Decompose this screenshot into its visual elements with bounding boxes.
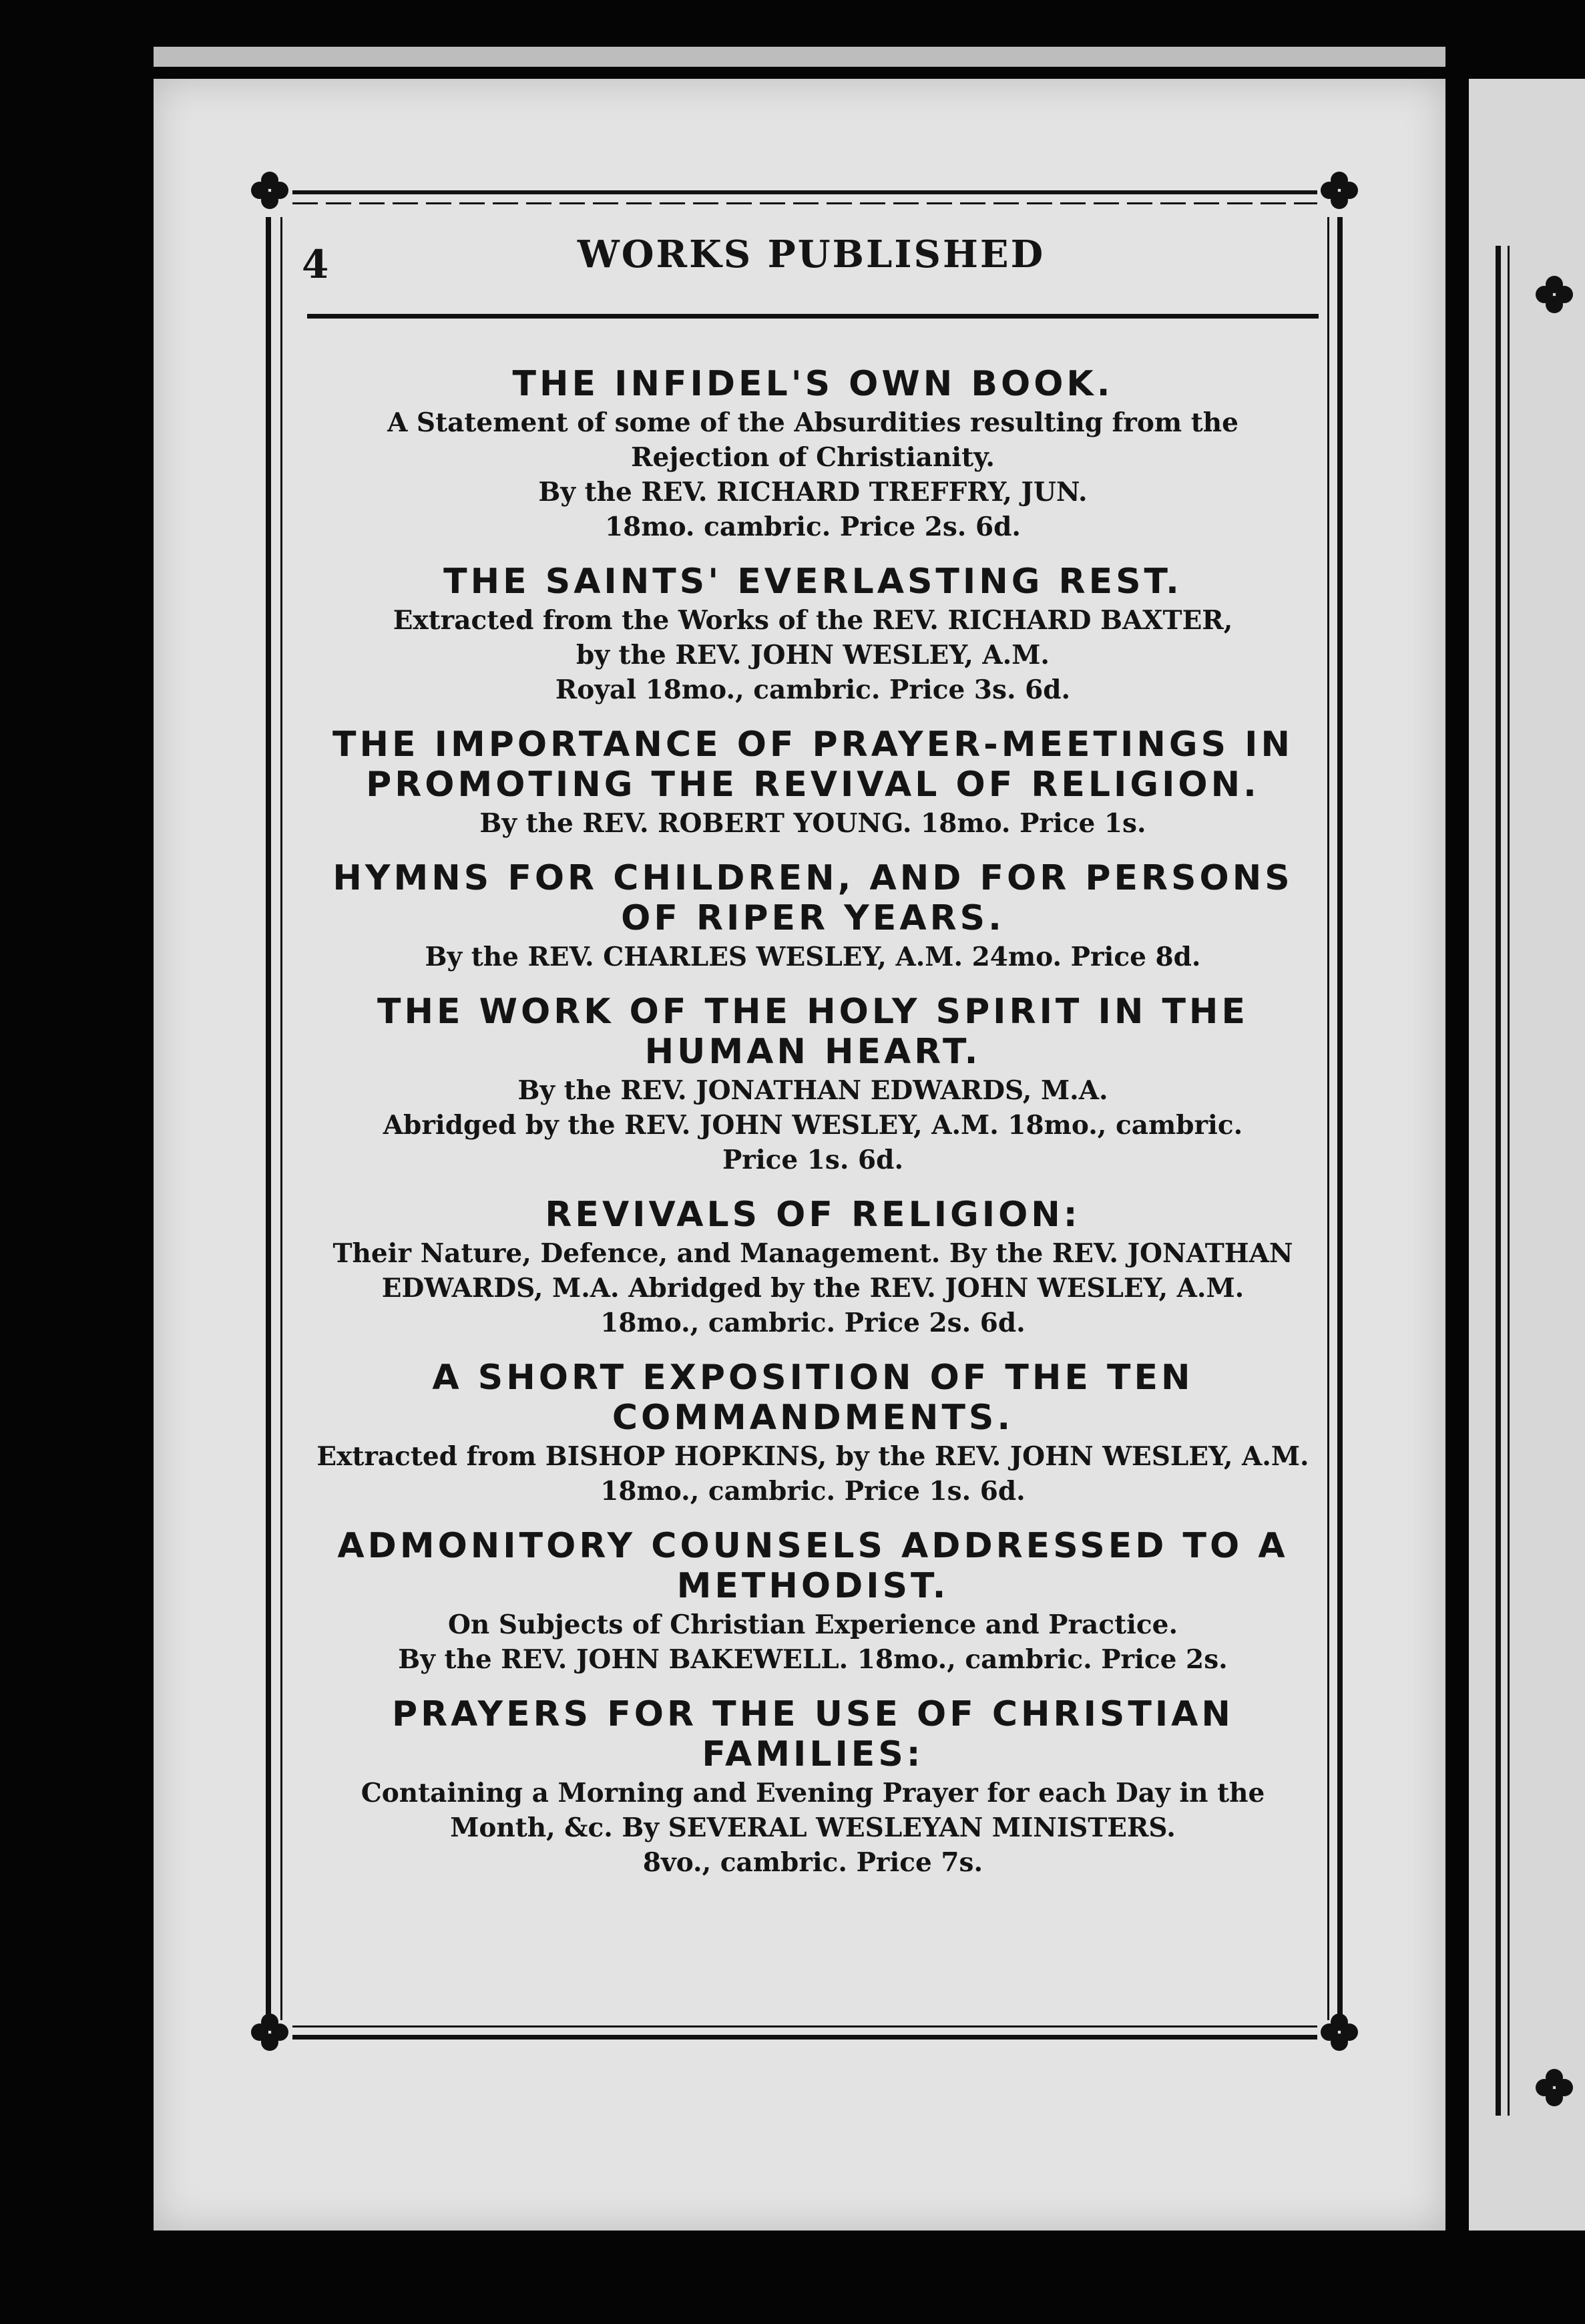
entry-line: Month, &c. By SEVERAL WESLEYAN MINISTERS. (450, 1812, 1176, 1843)
entry-line: Extracted from the Works of the REV. RICHARD BAXTER, (393, 605, 1233, 636)
catalogue-list (307, 351, 1319, 1879)
entry-line: Royal 18mo., cambric. Price 3s. 6d. (555, 674, 1071, 705)
entry-title: OF RIPER YEARS. (621, 898, 1005, 938)
entry-line: Their Nature, Defence, and Management. By the REV. JONATHAN (332, 1238, 1293, 1269)
corner-ornament-icon (1536, 2069, 1573, 2106)
entry-title: PROMOTING THE REVIVAL OF RELIGION. (366, 765, 1260, 805)
corner-ornament-icon (1321, 2013, 1358, 2051)
entry-title: HYMNS FOR CHILDREN, AND FOR PERSONS (332, 858, 1293, 898)
catalogue-entry (307, 992, 1319, 1176)
entry-title: THE INFIDEL'S OWN BOOK. (512, 364, 1114, 404)
entry-line: 18mo., cambric. Price 2s. 6d. (600, 1308, 1026, 1338)
entry-line: By the REV. ROBERT YOUNG. 18mo. Price 1s. (479, 808, 1146, 839)
catalogue-entry (307, 1526, 1319, 1676)
facing-frame-line-thin (1508, 246, 1510, 2116)
corner-ornament-icon (251, 172, 288, 209)
entry-line: Containing a Morning and Evening Prayer for each Day in the (361, 1778, 1265, 1808)
entry-title: METHODIST. (676, 1566, 949, 1606)
entry-line: Rejection of Christianity. (631, 442, 995, 473)
catalogue-entry (307, 562, 1319, 706)
entry-line: By the REV. RICHARD TREFFRY, JUN. (538, 477, 1088, 508)
entry-title: THE SAINTS' EVERLASTING REST. (443, 562, 1182, 602)
entry-line: On Subjects of Christian Experience and Practice. (447, 1609, 1178, 1640)
catalogue-entry (307, 858, 1319, 973)
entry-title: REVIVALS OF RELIGION: (545, 1195, 1081, 1235)
head-rule (307, 314, 1319, 319)
entry-line: EDWARDS, M.A. Abridged by the REV. JOHN WESLEY, A.M. (381, 1273, 1244, 1304)
facing-frame-line (1496, 246, 1501, 2116)
entry-line: A Statement of some of the Absurdities resulting from the (387, 407, 1238, 438)
catalogue-entry (307, 1694, 1319, 1879)
entry-title: PRAYERS FOR THE USE OF CHRISTIAN (392, 1694, 1234, 1734)
entry-title: THE IMPORTANCE OF PRAYER-MEETINGS IN (332, 725, 1293, 765)
entry-line: Abridged by the REV. JOHN WESLEY, A.M. 18mo., cambric. (383, 1110, 1243, 1141)
entry-title: ADMONITORY COUNSELS ADDRESSED TO A (337, 1526, 1289, 1566)
page-number: 4 (302, 242, 329, 287)
entry-line: 18mo. cambric. Price 2s. 6d. (605, 512, 1021, 542)
entry-line: Extracted from BISHOP HOPKINS, by the REV. JOHN WESLEY, A.M. (316, 1441, 1309, 1472)
corner-ornament-icon (1536, 276, 1573, 313)
corner-ornament-icon (1321, 172, 1358, 209)
entry-title: HUMAN HEART. (644, 1032, 981, 1072)
entry-line: By the REV. JOHN BAKEWELL. 18mo., cambric. Price 2s. (398, 1644, 1228, 1675)
page-edge (154, 47, 1445, 67)
entry-title: FAMILIES: (702, 1734, 924, 1774)
corner-ornament-icon (251, 2013, 288, 2051)
entry-line: 18mo., cambric. Price 1s. 6d. (600, 1476, 1026, 1507)
catalogue-entry (307, 725, 1319, 839)
entry-line: Price 1s. 6d. (722, 1145, 904, 1175)
entry-line: By the REV. CHARLES WESLEY, A.M. 24mo. Price 8d. (425, 942, 1201, 972)
running-head: WORKS PUBLISHED (577, 232, 1046, 276)
entry-line: 8vo., cambric. Price 7s. (642, 1847, 983, 1878)
catalogue-entry (307, 1358, 1319, 1507)
entry-title: COMMANDMENTS. (612, 1398, 1014, 1438)
catalogue-entry (307, 364, 1319, 543)
entry-line: by the REV. JOHN WESLEY, A.M. (576, 640, 1050, 670)
catalogue-entry (307, 1195, 1319, 1339)
entry-title: THE WORK OF THE HOLY SPIRIT IN THE (377, 992, 1249, 1032)
entry-title: A SHORT EXPOSITION OF THE TEN (432, 1358, 1194, 1398)
entry-line: By the REV. JONATHAN EDWARDS, M.A. (517, 1075, 1108, 1106)
facing-page-edge (1469, 79, 1585, 2231)
